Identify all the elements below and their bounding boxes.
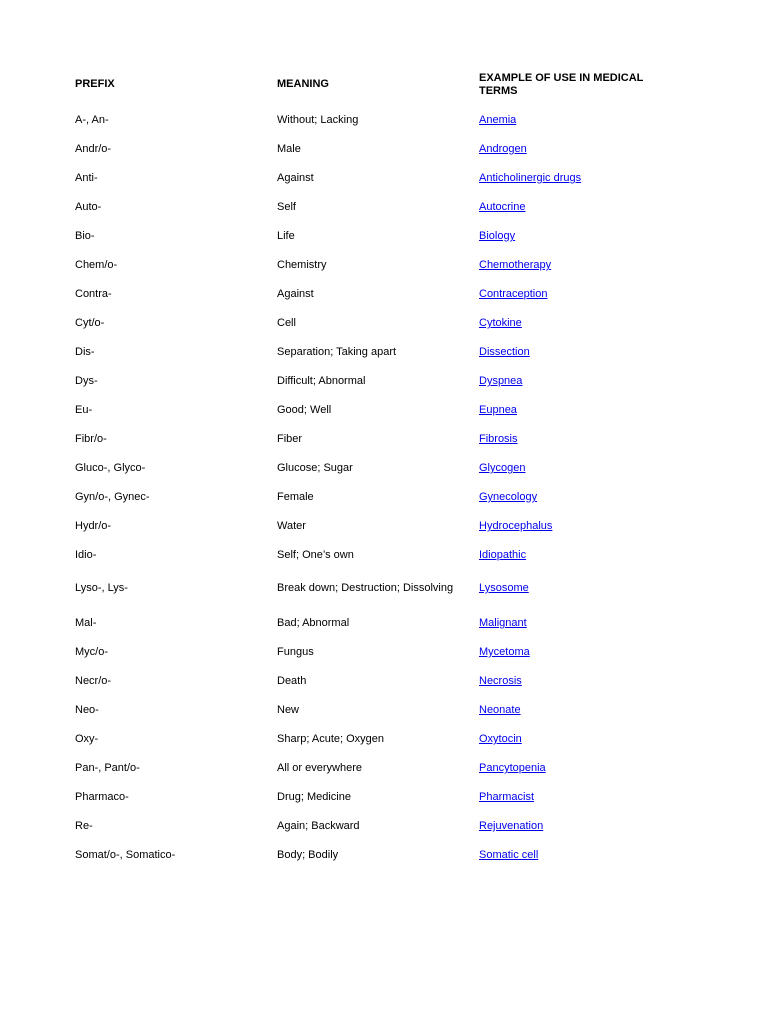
example-link[interactable]: Gynecology <box>479 491 538 503</box>
example-link[interactable]: Dyspnea <box>479 375 523 387</box>
example-link[interactable]: Pharmacist <box>479 791 535 803</box>
example-link[interactable]: Cytokine <box>479 317 522 329</box>
example-link[interactable]: Oxytocin <box>479 733 522 745</box>
meaning-cell: Without; Lacking <box>277 114 359 126</box>
meaning-cell: All or everywhere <box>277 762 362 774</box>
table-row <box>0 398 768 427</box>
example-link[interactable]: Malignant <box>479 617 527 629</box>
prefix-cell: Lyso-, Lys- <box>75 582 128 594</box>
table-row <box>0 572 768 611</box>
table-row <box>0 698 768 727</box>
table-row <box>0 340 768 369</box>
meaning-cell: Drug; Medicine <box>277 791 351 803</box>
table-row <box>0 756 768 785</box>
example-link[interactable]: Anticholinergic drugs <box>479 172 582 184</box>
example-link[interactable]: Necrosis <box>479 675 522 687</box>
example-link[interactable]: Biology <box>479 230 516 242</box>
meaning-cell: Fungus <box>277 646 314 658</box>
meaning-cell: Death <box>277 675 307 687</box>
prefix-cell: Pan-, Pant/o- <box>75 762 140 774</box>
prefix-cell: Hydr/o- <box>75 520 112 532</box>
example-link[interactable]: Idiopathic <box>479 549 527 561</box>
meaning-cell: Male <box>277 143 301 155</box>
example-link[interactable]: Eupnea <box>479 404 517 416</box>
prefix-cell: Somat/o-, Somatico- <box>75 849 176 861</box>
prefix-cell: Necr/o- <box>75 675 112 687</box>
meaning-cell: Good; Well <box>277 404 332 416</box>
prefix-cell: Mal- <box>75 617 97 629</box>
example-link[interactable]: Pancytopenia <box>479 762 546 774</box>
example-link[interactable]: Hydrocephalus <box>479 520 553 532</box>
table-row <box>0 640 768 669</box>
prefix-cell: Myc/o- <box>75 646 108 658</box>
prefix-table-body <box>0 108 768 872</box>
example-link[interactable]: Anemia <box>479 114 517 126</box>
prefix-cell: Fibr/o- <box>75 433 107 445</box>
prefix-cell: Dis- <box>75 346 95 358</box>
prefix-cell: Oxy- <box>75 733 99 745</box>
header-prefix: PREFIX <box>75 78 115 90</box>
meaning-cell: Life <box>277 230 295 242</box>
example-link[interactable]: Glycogen <box>479 462 526 474</box>
example-link[interactable]: Fibrosis <box>479 433 518 445</box>
prefix-cell: Eu- <box>75 404 93 416</box>
prefix-cell: Dys- <box>75 375 98 387</box>
table-row <box>0 427 768 456</box>
meaning-cell: Break down; Destruction; Dissolving <box>277 582 454 594</box>
table-row <box>0 785 768 814</box>
table-row <box>0 195 768 224</box>
example-link[interactable]: Lysosome <box>479 582 529 594</box>
meaning-cell: Fiber <box>277 433 303 445</box>
meaning-cell: Bad; Abnormal <box>277 617 350 629</box>
meaning-cell: Self <box>277 201 296 213</box>
meaning-cell: Against <box>277 172 314 184</box>
table-row <box>0 843 768 872</box>
table-row <box>0 137 768 166</box>
table-row <box>0 543 768 572</box>
header-example-line1: EXAMPLE OF USE IN MEDICAL <box>479 72 644 84</box>
meaning-cell: Against <box>277 288 314 300</box>
prefix-cell: Neo- <box>75 704 99 716</box>
table-row <box>0 311 768 340</box>
prefix-cell: Re- <box>75 820 93 832</box>
table-row <box>0 514 768 543</box>
table-row <box>0 166 768 195</box>
header-example-line2: TERMS <box>479 85 518 97</box>
prefix-cell: Andr/o- <box>75 143 112 155</box>
meaning-cell: Body; Bodily <box>277 849 339 861</box>
example-link[interactable]: Rejuvenation <box>479 820 544 832</box>
example-link[interactable]: Contraception <box>479 288 548 300</box>
example-link[interactable]: Androgen <box>479 143 527 155</box>
example-link[interactable]: Chemotherapy <box>479 259 552 271</box>
meaning-cell: Sharp; Acute; Oxygen <box>277 733 385 745</box>
table-row <box>0 369 768 398</box>
header-example <box>479 72 679 98</box>
prefix-cell: Chem/o- <box>75 259 118 271</box>
prefix-cell: Pharmaco- <box>75 791 129 803</box>
table-row <box>0 814 768 843</box>
meaning-cell: Cell <box>277 317 296 329</box>
prefix-cell: Anti- <box>75 172 98 184</box>
meaning-cell: Self; One’s own <box>277 549 354 561</box>
meaning-cell: Difficult; Abnormal <box>277 375 366 387</box>
prefix-cell: A-, An- <box>75 114 109 126</box>
prefix-cell: Bio- <box>75 230 95 242</box>
prefix-cell: Cyt/o- <box>75 317 105 329</box>
meaning-cell: New <box>277 704 300 716</box>
table-row <box>0 108 768 137</box>
prefix-cell: Gluco-, Glyco- <box>75 462 146 474</box>
example-link[interactable]: Autocrine <box>479 201 526 213</box>
prefix-cell: Gyn/o-, Gynec- <box>75 491 150 503</box>
table-row <box>0 456 768 485</box>
prefix-cell: Auto- <box>75 201 102 213</box>
table-row <box>0 282 768 311</box>
meaning-cell: Separation; Taking apart <box>277 346 397 358</box>
example-link[interactable]: Mycetoma <box>479 646 530 658</box>
example-link[interactable]: Dissection <box>479 346 530 358</box>
meaning-cell: Female <box>277 491 314 503</box>
example-link[interactable]: Somatic cell <box>479 849 539 861</box>
prefix-cell: Idio- <box>75 549 97 561</box>
meaning-cell: Again; Backward <box>277 820 360 832</box>
table-row <box>0 669 768 698</box>
example-link[interactable]: Neonate <box>479 704 521 716</box>
table-row <box>0 611 768 640</box>
meaning-cell: Glucose; Sugar <box>277 462 353 474</box>
meaning-cell: Chemistry <box>277 259 327 271</box>
table-row <box>0 253 768 282</box>
header-meaning: MEANING <box>277 78 329 90</box>
prefix-cell: Contra- <box>75 288 112 300</box>
table-header <box>0 70 768 100</box>
meaning-cell: Water <box>277 520 306 532</box>
table-row <box>0 485 768 514</box>
table-row <box>0 224 768 253</box>
table-row <box>0 727 768 756</box>
